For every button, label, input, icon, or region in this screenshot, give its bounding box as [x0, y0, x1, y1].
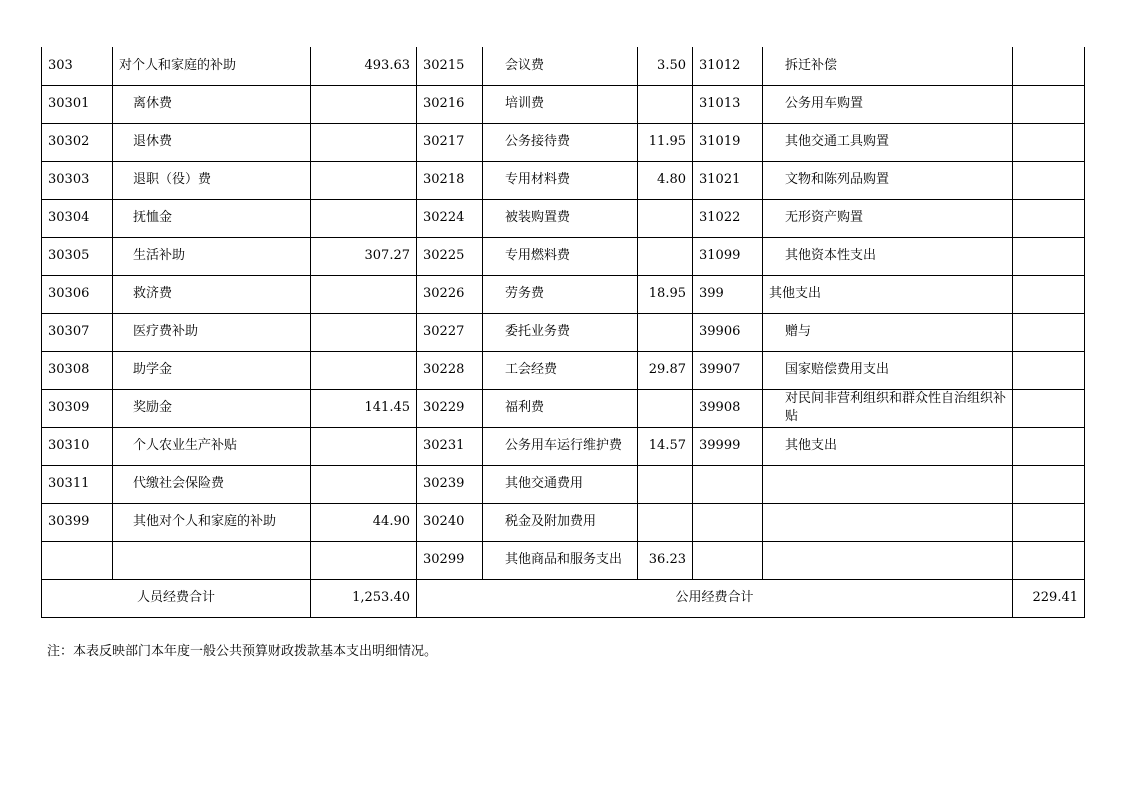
- table-row: [42, 389, 1085, 427]
- table-note: 注：本表反映部门本年度一般公共预算财政拨款基本支出明细情况。: [47, 644, 438, 659]
- capital-item-code: 31012: [693, 47, 763, 85]
- public-item-amount: [638, 85, 693, 123]
- public-item-amount: [638, 237, 693, 275]
- personnel-item-code: [42, 541, 113, 579]
- table-row: [42, 541, 1085, 579]
- public-item-amount: 3.50: [638, 47, 693, 85]
- table-row: [42, 427, 1085, 465]
- table-row: [42, 85, 1085, 123]
- public-item-name: 其他交通费用: [483, 465, 638, 503]
- public-item-amount: 18.95: [638, 275, 693, 313]
- capital-item-name: 国家赔偿费用支出: [763, 351, 1013, 389]
- capital-item-name: 无形资产购置: [763, 199, 1013, 237]
- public-item-amount: 14.57: [638, 427, 693, 465]
- public-item-name: 培训费: [483, 85, 638, 123]
- personnel-item-code: 30307: [42, 313, 113, 351]
- capital-item-code: 31022: [693, 199, 763, 237]
- table-row: [42, 47, 1085, 85]
- public-item-code: 30231: [417, 427, 483, 465]
- table-row: [42, 465, 1085, 503]
- personnel-item-amount: 493.63: [311, 47, 417, 85]
- capital-item-code: 31099: [693, 237, 763, 275]
- capital-item-amount: [1013, 47, 1085, 85]
- table-body: [42, 47, 1085, 579]
- capital-item-amount: [1013, 123, 1085, 161]
- personnel-item-amount: [311, 351, 417, 389]
- public-item-amount: [638, 313, 693, 351]
- table-row: [42, 503, 1085, 541]
- public-item-code: 30224: [417, 199, 483, 237]
- capital-item-code: 31021: [693, 161, 763, 199]
- public-item-amount: [638, 503, 693, 541]
- personnel-item-code: 30309: [42, 389, 113, 427]
- public-item-amount: 29.87: [638, 351, 693, 389]
- personnel-item-amount: [311, 123, 417, 161]
- table-row: [42, 313, 1085, 351]
- personnel-item-code: 303: [42, 47, 113, 85]
- table-row: [42, 275, 1085, 313]
- capital-item-name: 对民间非营利组织和群众性自治组织补贴: [763, 389, 1013, 427]
- personnel-item-amount: [311, 199, 417, 237]
- table-row: [42, 123, 1085, 161]
- public-item-code: 30239: [417, 465, 483, 503]
- personnel-item-amount: [311, 161, 417, 199]
- capital-item-name: 公务用车购置: [763, 85, 1013, 123]
- personnel-total-label: 人员经费合计: [42, 579, 311, 617]
- capital-item-amount: [1013, 161, 1085, 199]
- public-total-label: 公用经费合计: [417, 579, 1013, 617]
- personnel-item-amount: [311, 427, 417, 465]
- personnel-item-name: 对个人和家庭的补助: [113, 47, 311, 85]
- capital-item-amount: [1013, 389, 1085, 427]
- capital-item-name: [763, 503, 1013, 541]
- personnel-item-name: 医疗费补助: [113, 313, 311, 351]
- public-item-name: 委托业务费: [483, 313, 638, 351]
- personnel-item-code: 30306: [42, 275, 113, 313]
- capital-item-amount: [1013, 503, 1085, 541]
- public-item-name: 公务接待费: [483, 123, 638, 161]
- personnel-item-amount: [311, 313, 417, 351]
- capital-item-amount: [1013, 199, 1085, 237]
- public-item-name: 专用材料费: [483, 161, 638, 199]
- capital-item-amount: [1013, 313, 1085, 351]
- public-item-code: 30229: [417, 389, 483, 427]
- public-item-amount: 11.95: [638, 123, 693, 161]
- public-item-amount: 4.80: [638, 161, 693, 199]
- public-item-code: 30217: [417, 123, 483, 161]
- capital-item-code: [693, 503, 763, 541]
- personnel-item-name: 救济费: [113, 275, 311, 313]
- capital-item-code: 39908: [693, 389, 763, 427]
- personnel-item-name: [113, 541, 311, 579]
- personnel-item-code: 30305: [42, 237, 113, 275]
- public-item-code: 30218: [417, 161, 483, 199]
- public-item-code: 30240: [417, 503, 483, 541]
- public-item-code: 30228: [417, 351, 483, 389]
- personnel-item-amount: 44.90: [311, 503, 417, 541]
- basic-expenditure-table: [41, 47, 1085, 618]
- capital-item-name: 其他支出: [763, 275, 1013, 313]
- personnel-item-name: 其他对个人和家庭的补助: [113, 503, 311, 541]
- capital-item-code: [693, 465, 763, 503]
- table-row: [42, 351, 1085, 389]
- capital-item-name: 其他交通工具购置: [763, 123, 1013, 161]
- capital-item-amount: [1013, 541, 1085, 579]
- personnel-item-code: 30308: [42, 351, 113, 389]
- public-item-name: 公务用车运行维护费: [483, 427, 638, 465]
- public-item-amount: [638, 389, 693, 427]
- personnel-item-name: 退职（役）费: [113, 161, 311, 199]
- public-item-name: 税金及附加费用: [483, 503, 638, 541]
- capital-item-name: 文物和陈列品购置: [763, 161, 1013, 199]
- table-row: [42, 161, 1085, 199]
- personnel-item-code: 30304: [42, 199, 113, 237]
- capital-item-amount: [1013, 427, 1085, 465]
- personnel-item-name: 生活补助: [113, 237, 311, 275]
- personnel-item-amount: [311, 275, 417, 313]
- public-item-code: 30225: [417, 237, 483, 275]
- table-row: [42, 237, 1085, 275]
- capital-item-code: [693, 541, 763, 579]
- capital-item-amount: [1013, 275, 1085, 313]
- personnel-item-code: 30302: [42, 123, 113, 161]
- public-item-name: 其他商品和服务支出: [483, 541, 638, 579]
- personnel-item-amount: [311, 85, 417, 123]
- personnel-item-code: 30303: [42, 161, 113, 199]
- capital-item-code: 39999: [693, 427, 763, 465]
- public-item-name: 被装购置费: [483, 199, 638, 237]
- capital-item-code: 39906: [693, 313, 763, 351]
- personnel-item-name: 奖励金: [113, 389, 311, 427]
- capital-item-name: [763, 465, 1013, 503]
- personnel-item-code: 30399: [42, 503, 113, 541]
- capital-item-name: 赠与: [763, 313, 1013, 351]
- personnel-item-amount: [311, 465, 417, 503]
- capital-item-name: 拆迁补偿: [763, 47, 1013, 85]
- public-item-name: 专用燃料费: [483, 237, 638, 275]
- capital-item-code: 31019: [693, 123, 763, 161]
- personnel-item-code: 30310: [42, 427, 113, 465]
- personnel-item-name: 退休费: [113, 123, 311, 161]
- public-item-name: 福利费: [483, 389, 638, 427]
- table-row: [42, 199, 1085, 237]
- capital-item-name: 其他资本性支出: [763, 237, 1013, 275]
- capital-item-name: [763, 541, 1013, 579]
- budget-table-container: [41, 47, 1084, 618]
- personnel-item-name: 代缴社会保险费: [113, 465, 311, 503]
- capital-item-amount: [1013, 465, 1085, 503]
- capital-item-name: 其他支出: [763, 427, 1013, 465]
- public-item-code: 30215: [417, 47, 483, 85]
- public-item-amount: [638, 199, 693, 237]
- public-item-amount: 36.23: [638, 541, 693, 579]
- personnel-total-amount: 1,253.40: [311, 579, 417, 617]
- public-item-code: 30226: [417, 275, 483, 313]
- capital-item-code: 31013: [693, 85, 763, 123]
- public-item-code: 30227: [417, 313, 483, 351]
- public-item-code: 30299: [417, 541, 483, 579]
- capital-item-code: 39907: [693, 351, 763, 389]
- personnel-item-name: 个人农业生产补贴: [113, 427, 311, 465]
- personnel-item-name: 抚恤金: [113, 199, 311, 237]
- capital-item-amount: [1013, 85, 1085, 123]
- personnel-item-amount: 141.45: [311, 389, 417, 427]
- public-item-code: 30216: [417, 85, 483, 123]
- personnel-item-name: 离休费: [113, 85, 311, 123]
- public-total-amount: 229.41: [1013, 579, 1085, 617]
- capital-item-code: 399: [693, 275, 763, 313]
- public-item-amount: [638, 465, 693, 503]
- personnel-item-amount: 307.27: [311, 237, 417, 275]
- personnel-item-code: 30311: [42, 465, 113, 503]
- totals-row: [42, 579, 1085, 617]
- public-item-name: 工会经费: [483, 351, 638, 389]
- public-item-name: 会议费: [483, 47, 638, 85]
- public-item-name: 劳务费: [483, 275, 638, 313]
- personnel-item-code: 30301: [42, 85, 113, 123]
- capital-item-amount: [1013, 237, 1085, 275]
- personnel-item-amount: [311, 541, 417, 579]
- capital-item-amount: [1013, 351, 1085, 389]
- personnel-item-name: 助学金: [113, 351, 311, 389]
